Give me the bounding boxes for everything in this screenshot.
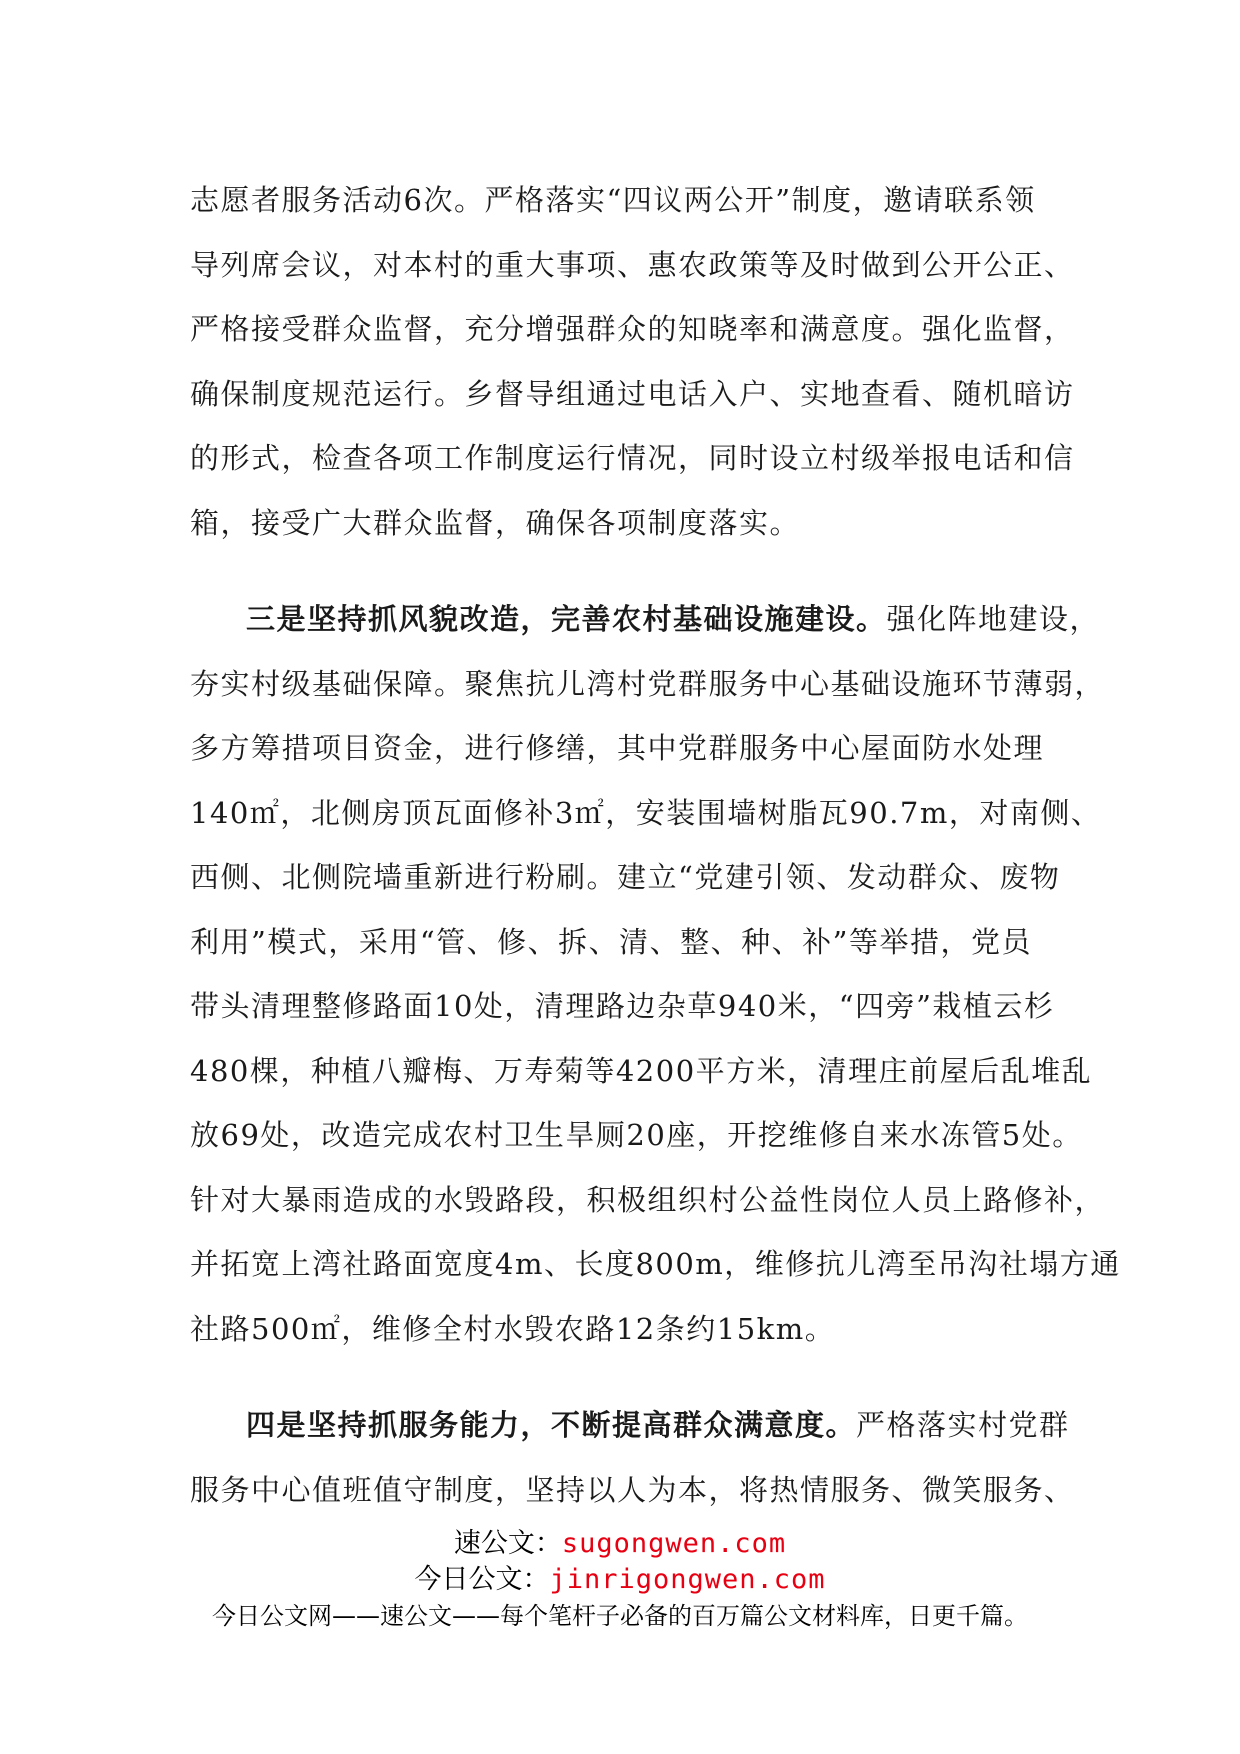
footer-line-1 (0, 1526, 1240, 1562)
text-line: 并拓宽上湾社路面宽度4m、长度800m，维修抗儿湾至吊沟社塌方通 (190, 1247, 1121, 1281)
text-run: 严格落实村党群 (856, 1408, 1070, 1442)
footer-link-sugongwen[interactable]: sugongwen.com (561, 1528, 787, 1559)
text-line: 夯实村级基础保障。聚焦抗儿湾村党群服务中心基础设施环节薄弱， (190, 666, 1106, 701)
paragraph-spacer (190, 555, 1070, 587)
paragraph-first-line (190, 1393, 1070, 1458)
text-line: 带头清理整修路面10处，清理路边杂草940米，“四旁”栽植云杉 (190, 989, 1055, 1023)
document-body (190, 168, 1121, 1522)
footer-line-2 (0, 1562, 1240, 1598)
text-line: 西侧、北侧院墙重新进行粉刷。建立“党建引领、发动群众、废物 (190, 860, 1061, 894)
paragraph-heading: 四是坚持抓服务能力，不断提高群众满意度。 (246, 1408, 857, 1442)
text-line: 箱，接受广大群众监督，确保各项制度落实。 (190, 505, 801, 540)
paragraph-heading: 三是坚持抓风貌改造，完善农村基础设施建设。 (246, 602, 887, 636)
text-line: 导列席会议，对本村的重大事项、惠农政策等及时做到公开公正、 (190, 247, 1075, 282)
text-line: 服务中心值班值守制度，坚持以人为本，将热情服务、微笑服务、 (190, 1472, 1075, 1507)
footer-label: 今日公文： (414, 1564, 550, 1595)
paragraph-first-line (190, 587, 1101, 652)
text-line: 利用”模式，采用“管、修、拆、清、整、种、补”等举措，党员 (190, 924, 1032, 959)
text-line: 多方筹措项目资金，进行修缮，其中党群服务中心屋面防水处理 (190, 731, 1045, 765)
text-line: 社路500㎡，维修全村水毁农路12条约15km。 (190, 1311, 836, 1346)
text-run: 强化阵地建设， (886, 602, 1101, 636)
footer-link-jinrigongwen[interactable]: jinrigongwen.com (549, 1564, 826, 1595)
text-line: 的形式，检查各项工作制度运行情况，同时设立村级举报电话和信 (190, 441, 1075, 475)
site-footer (0, 1526, 1240, 1634)
text-line: 志愿者服务活动6次。严格落实“四议两公开”制度，邀请联系领 (190, 183, 1036, 217)
text-line: 确保制度规范运行。乡督导组通过电话入户、实地查看、随机暗访 (190, 376, 1075, 411)
text-line: 140㎡，北侧房顶瓦面修补3㎡，安装围墙树脂瓦90.7m，对南侧、 (190, 795, 1102, 830)
paragraph-2 (190, 587, 1121, 1361)
paragraph-1 (190, 168, 1075, 555)
paragraph-spacer (190, 1361, 1070, 1393)
text-line: 针对大暴雨造成的水毁路段，积极组织村公益性岗位人员上路修补， (190, 1182, 1106, 1217)
footer-tagline: 今日公文网——速公文——每个笔杆子必备的百万篇公文材料库，日更千篇。 (212, 1602, 1028, 1630)
text-line: 480棵，种植八瓣梅、万寿菊等4200平方米，清理庄前屋后乱堆乱 (190, 1053, 1093, 1088)
text-line: 放69处，改造完成农村卫生旱厕20座，开挖维修自来水冻管5处。 (190, 1118, 1083, 1152)
paragraph-3 (190, 1393, 1075, 1522)
footer-label: 速公文： (453, 1528, 562, 1559)
text-line: 严格接受群众监督，充分增强群众的知晓率和满意度。强化监督， (190, 312, 1075, 346)
